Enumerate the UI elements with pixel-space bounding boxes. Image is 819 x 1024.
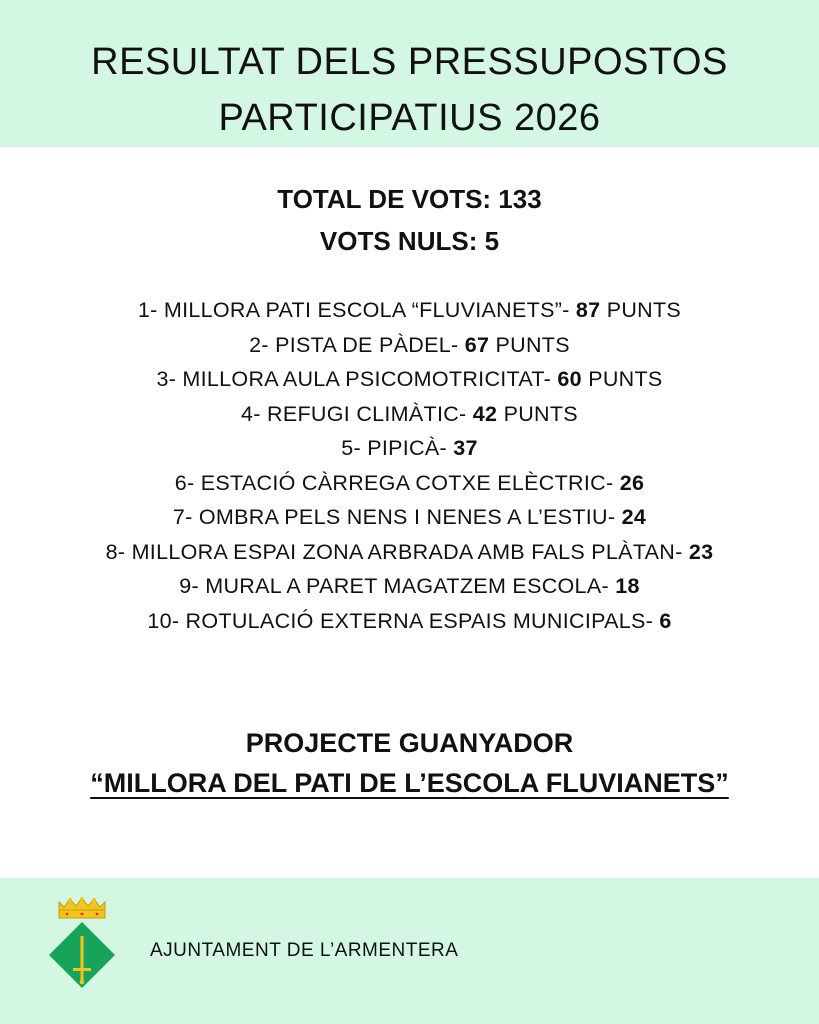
header-band xyxy=(0,0,819,147)
result-score: 87 xyxy=(575,298,601,322)
organization-name: AJUNTAMENT DE L’ARMENTERA xyxy=(150,940,459,961)
result-score: 60 xyxy=(557,367,582,391)
result-score: 26 xyxy=(619,470,645,495)
result-suffix: PUNTS xyxy=(581,367,663,391)
result-item xyxy=(0,431,819,466)
winner-heading: PROJECTE GUANYADOR xyxy=(245,728,574,758)
page-title-line-2: PARTICIPATIUS 2026 xyxy=(218,97,601,139)
result-item xyxy=(0,500,819,535)
result-label: 2- PISTA DE PÀDEL- xyxy=(249,332,465,357)
result-suffix: PUNTS xyxy=(497,401,578,426)
result-item xyxy=(0,535,819,570)
result-score: 18 xyxy=(615,574,640,598)
result-item xyxy=(0,569,819,604)
result-label: 3- MILLORA AULA PSICOMOTRICITAT- xyxy=(156,367,558,391)
result-label: 6- ESTACIÓ CÀRREGA COTXE ELÈCTRIC- xyxy=(174,470,620,495)
result-label: 4- REFUGI CLIMÀTIC- xyxy=(241,401,473,426)
result-item xyxy=(0,466,819,501)
vote-totals xyxy=(0,178,819,262)
result-score: 6 xyxy=(659,608,672,633)
result-item xyxy=(0,604,819,639)
result-score: 42 xyxy=(472,401,498,426)
results-list xyxy=(0,293,819,638)
municipal-coat-of-arms-icon xyxy=(47,896,117,988)
result-label: 7- OMBRA PELS NENS I NENES A L’ESTIU- xyxy=(172,505,622,529)
null-votes: VOTS NULS: 5 xyxy=(319,226,500,256)
result-label: 10- ROTULACIÓ EXTERNA ESPAIS MUNICIPALS- xyxy=(147,608,660,633)
result-label: 5- PIPICÀ- xyxy=(341,436,454,460)
result-item xyxy=(0,328,819,363)
result-item xyxy=(0,362,819,397)
result-label: 1- MILLORA PATI ESCOLA “FLUVIANETS”- xyxy=(137,298,576,322)
result-label: 9- MURAL A PARET MAGATZEM ESCOLA- xyxy=(179,574,616,598)
result-suffix: PUNTS xyxy=(489,332,570,357)
result-item xyxy=(0,397,819,432)
winner-name: “MILLORA DEL PATI DE L’ESCOLA FLUVIANETS” xyxy=(90,768,729,798)
result-score: 23 xyxy=(688,539,714,564)
result-score: 37 xyxy=(453,436,478,460)
result-item xyxy=(0,293,819,328)
total-votes: TOTAL DE VOTS: 133 xyxy=(277,184,542,214)
result-label: 8- MILLORA ESPAI ZONA ARBRADA AMB FALS PLÀTAN- xyxy=(105,539,689,564)
result-score: 24 xyxy=(621,505,647,529)
page-title-line-1: RESULTAT DELS PRESSUPOSTOS xyxy=(91,41,728,83)
result-suffix: PUNTS xyxy=(600,298,682,322)
winning-project xyxy=(0,723,819,803)
result-score: 67 xyxy=(464,332,490,357)
